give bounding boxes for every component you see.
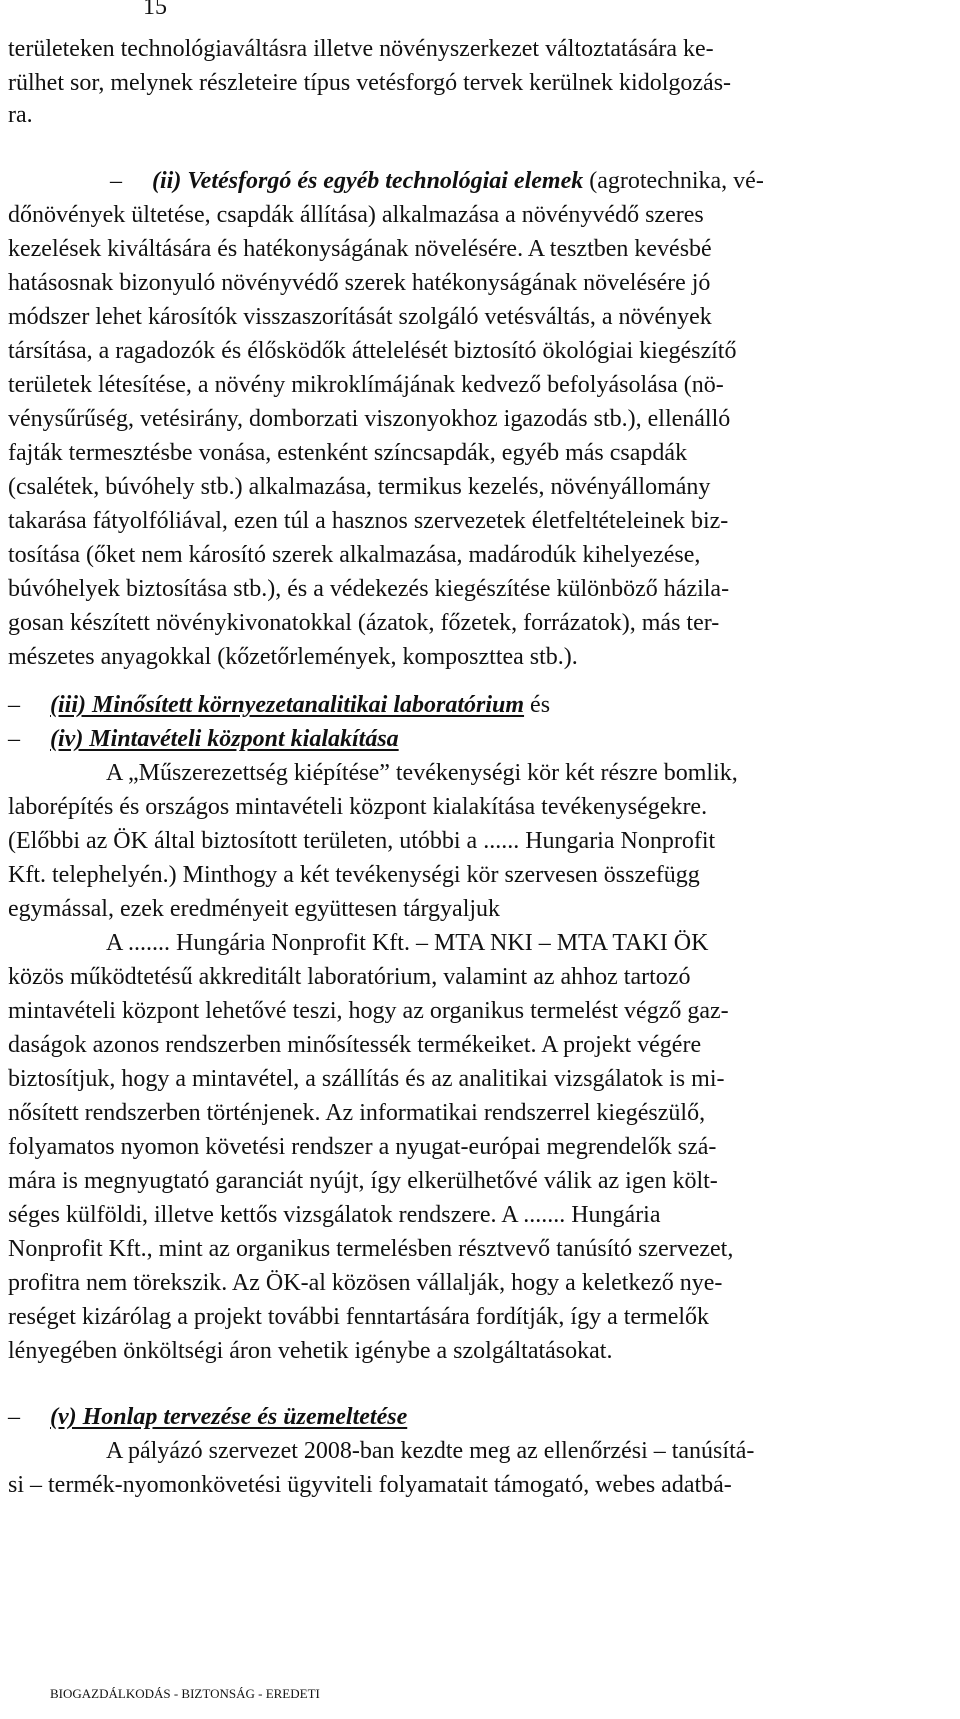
section-iv-heading	[8, 722, 399, 756]
section-iii-heading	[8, 688, 550, 722]
text-line: si – termék-nyomonkövetési ügyviteli folyamatait támogató, webes adatbá-	[8, 1472, 732, 1498]
section-v-heading	[8, 1400, 407, 1434]
heading-dash: –	[110, 168, 122, 194]
text-line: tosítása (őket nem károsító szerek alkalmazása, madárodúk kihelyezése,	[8, 542, 701, 568]
text-line: (csalétek, búvóhely stb.) alkalmazása, termikus kezelés, növényállomány	[8, 474, 711, 500]
text-line: módszer lehet károsítók visszaszorítását szolgáló vetésváltás, a növények	[8, 304, 712, 330]
section-iv-title: (iv) Mintavételi központ kialakítása	[50, 726, 399, 752]
section-ii-heading	[110, 164, 764, 198]
text-line: lényegében önköltségi áron vehetik igénybe a szolgáltatásokat.	[8, 1338, 613, 1364]
text-line: területek létesítése, a növény mikroklímájának kedvező befolyásolása (nö-	[8, 372, 724, 398]
text-line: Nonprofit Kft., mint az organikus termelésben résztvevő tanúsító szervezet,	[8, 1236, 734, 1262]
heading-dash: –	[8, 692, 20, 718]
text-line: profitra nem törekszik. Az ÖK-al közösen vállalják, hogy a keletkező nye-	[8, 1270, 723, 1296]
text-line: társítása, a ragadozók és élősködők áttelelését biztosító ökológiai kiegészítő	[8, 338, 737, 364]
text-line: takarása fátyolfóliával, ezen túl a hasznos szervezetek életfeltételeinek biz-	[8, 508, 729, 534]
text-line: vénysűrűség, vetésirány, domborzati viszonyokhoz igazodás stb.), ellenálló	[8, 406, 731, 432]
text-line: reséget kizárólag a projekt további fenntartására fordítják, így a termelők	[8, 1304, 710, 1330]
text-line: fajták termesztésbe vonása, estenként színcsapdák, egyéb más csapdák	[8, 440, 688, 466]
section-iii-title: (iii) Minősített környezetanalitikai laboratórium	[50, 692, 525, 718]
text-line: Kft. telephelyén.) Minthogy a két tevékenységi kör szervesen összefügg	[8, 862, 700, 888]
text-line: daságok azonos rendszerben minősítessék termékeiket. A projekt végére	[8, 1032, 702, 1058]
text-line: rülhet sor, melynek részleteire típus vetésforgó tervek kerülnek kidolgozás-	[8, 70, 732, 96]
text-line: mintavételi központ lehetővé teszi, hogy az organikus termelést végző gaz-	[8, 998, 729, 1024]
text-line: egymással, ezek eredményeit együttesen tárgyaljuk	[8, 896, 501, 922]
section-ii-title: (ii) Vetésforgó és egyéb technológiai elemek	[152, 168, 584, 194]
heading-dash: –	[8, 726, 20, 752]
text-line: A pályázó szervezet 2008-ban kezdte meg az ellenőrzési – tanúsítá-	[106, 1438, 755, 1464]
section-ii-title-rest: (agrotechnika, vé-	[583, 168, 764, 194]
text-line: laborépítés és országos mintavételi központ kialakítása tevékenységekre.	[8, 794, 708, 820]
text-line: gosan készített növénykivonatokkal (ázatok, főzetek, forrázatok), más ter-	[8, 610, 720, 636]
text-line: mára is megnyugtató garanciát nyújt, így elkerülhetővé válik az igen költ-	[8, 1168, 718, 1194]
text-line: A „Műszerezettség kiépítése” tevékenységi kör két részre bomlik,	[106, 760, 738, 786]
page-footer: BIOGAZDÁLKODÁS - BIZTONSÁG - EREDETI	[50, 1686, 320, 1701]
text-line: ra.	[8, 102, 33, 128]
text-line: séges külföldi, illetve kettős vizsgálatok rendszere. A ....... Hungária	[8, 1202, 661, 1228]
text-line: területeken technológiaváltásra illetve növényszerkezet változtatására ke-	[8, 36, 714, 62]
text-line: mészetes anyagokkal (kőzetőrlemények, komposzttea stb.).	[8, 644, 578, 670]
text-line: (Előbbi az ÖK által biztosított területen, utóbbi a ...... Hungaria Nonprofit	[8, 828, 716, 854]
text-line: dőnövények ültetése, csapdák állítása) alkalmazása a növényvédő szeres	[8, 202, 704, 228]
text-line: biztosítjuk, hogy a mintavétel, a szállítás és az analitikai vizsgálatok is mi-	[8, 1066, 725, 1092]
text-line: kezelések kiváltására és hatékonyságának növelésére. A tesztben kevésbé	[8, 236, 712, 262]
text-line: közös működtetésű akkreditált laboratórium, valamint az ahhoz tartozó	[8, 964, 691, 990]
section-iii-title-rest: és	[524, 692, 551, 718]
text-line: búvóhelyek biztosítása stb.), és a védekezés kiegészítése különböző házila-	[8, 576, 730, 602]
page-number: 15	[143, 0, 167, 20]
text-line: folyamatos nyomon követési rendszer a nyugat-európai megrendelők szá-	[8, 1134, 717, 1160]
text-line: nősített rendszerben történjenek. Az informatikai rendszerrel kiegészülő,	[8, 1100, 706, 1126]
section-v-title: (v) Honlap tervezése és üzemeltetése	[50, 1404, 408, 1430]
text-line: hatásosnak bizonyuló növényvédő szerek hatékonyságának növelésére jó	[8, 270, 711, 296]
heading-dash: –	[8, 1404, 20, 1430]
text-line: A ....... Hungária Nonprofit Kft. – MTA NKI – MTA TAKI ÖK	[106, 930, 709, 956]
